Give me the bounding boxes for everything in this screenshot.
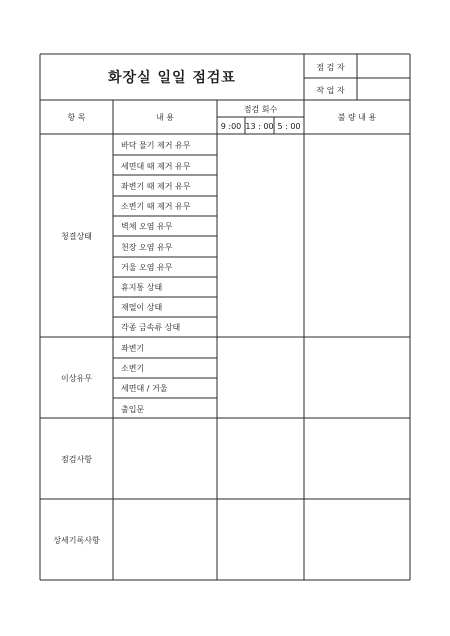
list-item: 천장 오염 유무 xyxy=(121,243,173,252)
detail-notes-area[interactable] xyxy=(114,500,409,579)
list-item: 바닥 물기 제거 유무 xyxy=(121,141,191,150)
list-item: 각종 금속류 상태 xyxy=(121,323,181,332)
header-content: 내 용 xyxy=(156,113,174,122)
header-time-1: 9 :00 xyxy=(220,122,242,131)
section-label-detail: 상세기록사항 xyxy=(53,536,100,545)
check-area-cleaning[interactable] xyxy=(218,135,303,336)
header-item: 항 목 xyxy=(67,113,86,122)
worker-label: 작 업 자 xyxy=(316,86,345,95)
page-title: 화장실 일일 점검표 xyxy=(108,70,236,86)
header-count: 점검 회수 xyxy=(243,105,278,114)
list-item: 좌변기 때 제거 유무 xyxy=(121,182,191,191)
inspection-notes-area[interactable] xyxy=(114,419,409,498)
list-item: 소변기 때 제거 유무 xyxy=(121,202,191,211)
list-item: 벽체 오염 유무 xyxy=(121,222,173,231)
worker-signature-field[interactable] xyxy=(358,79,409,99)
header-time-3: 5 : 00 xyxy=(277,122,301,131)
header-time-2: 13 : 00 xyxy=(245,122,274,131)
list-item: 소변기 xyxy=(121,364,145,373)
defect-area-abnormal[interactable] xyxy=(305,338,409,417)
list-item: 재떨이 상태 xyxy=(121,303,163,312)
section-label-abnormal: 이상유무 xyxy=(61,374,92,383)
list-item: 거울 오염 유무 xyxy=(121,263,173,272)
section-label-inspection: 점검사항 xyxy=(61,455,92,464)
inspector-label: 점 검 자 xyxy=(316,63,345,72)
defect-area-cleaning[interactable] xyxy=(305,135,409,336)
list-item: 휴지통 상태 xyxy=(121,283,163,292)
list-item: 세면대 / 거울 xyxy=(121,384,168,393)
list-item: 세면대 때 제거 유무 xyxy=(121,162,191,171)
check-area-abnormal[interactable] xyxy=(218,338,303,417)
list-item: 출입문 xyxy=(121,405,145,414)
inspector-signature-field[interactable] xyxy=(358,55,409,77)
header-defect: 불 량 내 용 xyxy=(337,113,377,122)
section-label-cleaning: 청결상태 xyxy=(61,232,92,241)
list-item: 좌변기 xyxy=(121,344,145,353)
